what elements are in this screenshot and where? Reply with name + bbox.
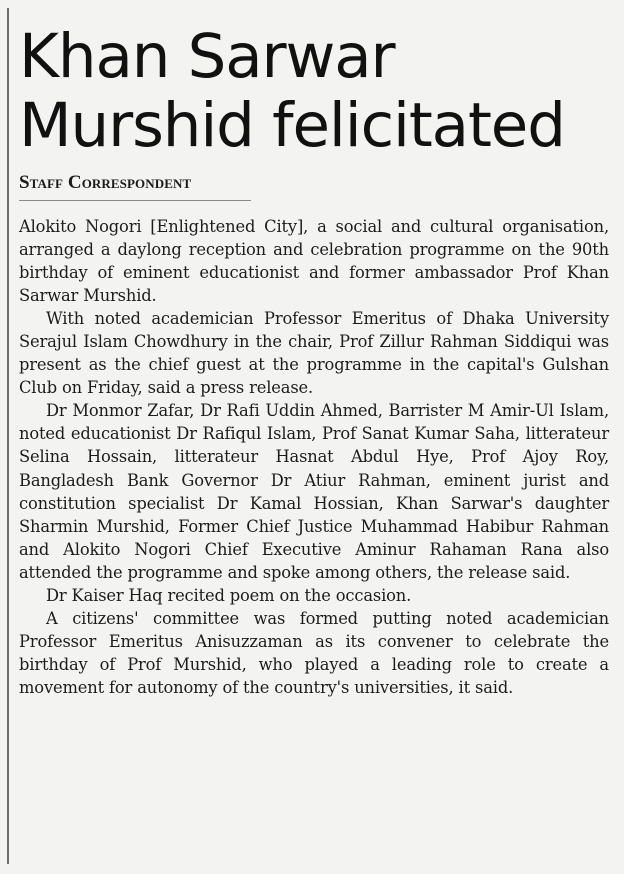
byline: Staff Correspondent [19,172,251,201]
paragraph-2: With noted academician Professor Emeritus of Dhaka University Serajul Islam Chowdhury in the chair, Prof Zillur Rahman Siddiqui was present as the chief guest at the programme in the capital's Gulshan Club on Friday, said a press release. [19,309,609,398]
column-rule [7,8,9,864]
headline: Khan Sarwar Murshid felicitated [19,21,565,161]
paragraph-3: Dr Monmor Zafar, Dr Rafi Uddin Ahmed, Barrister M Amir-Ul Islam, noted educationist Dr Rafiqul Islam, Prof Sanat Kumar Saha, litterateur Selina Hossain, litterateur Hasnat Abdul Hye, Prof Ajoy Roy, Bangladesh Bank Governor Dr Atiur Rahman, eminent jurist and constitution specialist Dr Kamal Hossian, Khan Sarwar's daughter Sharmin Murshid, Former Chief Justice Muhammad Habibur Rahman and Alokito Nogori Chief Executive Aminur Rahaman Rana also attended the programme and spoke among others, the release said. [19,401,609,582]
news-article [19,22,609,699]
paragraph-1: Alokito Nogori [Enlightened City], a social and cultural organisation, arranged a daylong reception and celebration programme on the 90th birthday of eminent educationist and former ambassador Prof Khan Sarwar Murshid. [19,217,609,306]
paragraph-4: Dr Kaiser Haq recited poem on the occasion. [46,585,412,605]
paragraph-5: A citizens' committee was formed putting noted academician Professor Emeritus Anisuzzaman as its convener to celebrate the birthday of Prof Murshid, who played a leading role to create a movement for autonomy of the country's universities, it said. [19,608,609,697]
article-body [19,215,609,699]
